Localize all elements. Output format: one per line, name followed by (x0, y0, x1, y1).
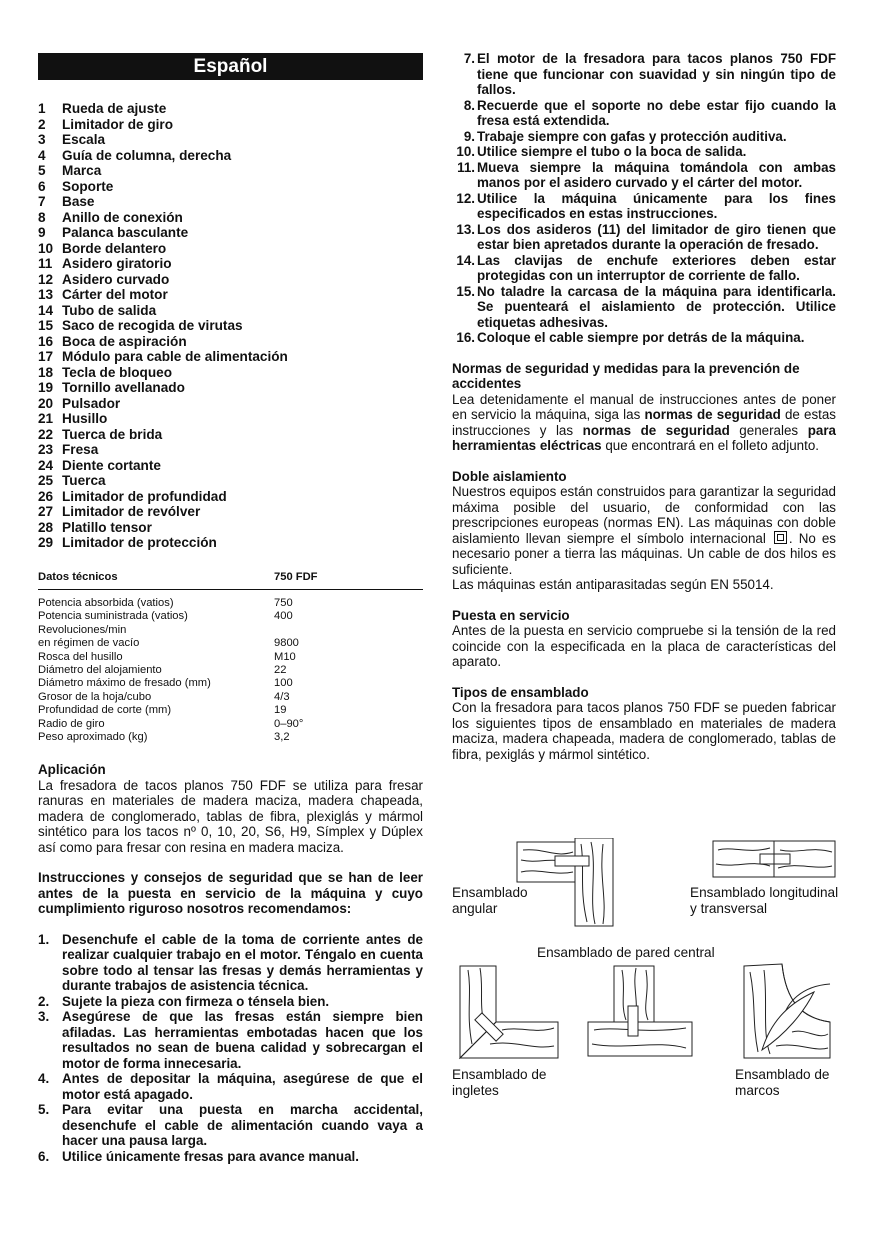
tech-key: Peso aproximado (kg) (38, 731, 148, 744)
part-number: 20 (38, 395, 54, 411)
safety-item-text: Coloque el cable siempre por detrás de la máquina. (477, 330, 805, 345)
part-number: 25 (38, 473, 54, 488)
part-number: 16 (38, 333, 54, 349)
part-number: 3 (38, 132, 46, 147)
tech-key: Profundidad de corte (mm) (38, 704, 172, 717)
part-number: 5 (38, 163, 46, 178)
part-label: Guía de columna, derecha (62, 147, 232, 163)
part-number: 2 (38, 116, 46, 132)
part-number: 10 (38, 240, 54, 256)
safety-item-text: No taladre la carcasa de la máquina para identificarla. Se puenteará el aislamiento de protección. Utilice etiquetas adhesivas. (477, 283, 836, 330)
safety-item-number: 16. (456, 330, 475, 345)
safety-item-number: 11. (457, 159, 475, 175)
part-number: 26 (38, 488, 54, 504)
tech-key: Revoluciones/min (38, 623, 127, 636)
part-item (38, 117, 423, 133)
safety-item-text: Utilice siempre el tubo o la boca de salida. (477, 144, 747, 159)
tech-title: Datos técnicos (38, 571, 118, 583)
safety-item (38, 1149, 423, 1165)
part-item (38, 163, 423, 179)
part-label: Limitador de giro (62, 116, 174, 132)
tech-row (38, 704, 423, 717)
tech-row (38, 677, 423, 690)
part-item (38, 520, 423, 536)
part-item (38, 473, 423, 489)
safety-item-number: 12. (456, 190, 475, 206)
part-item (38, 287, 423, 303)
safety-item-text: Los dos asideros (11) del limitador de giro tienen que estar bien apretados durante la operación de fresado. (477, 221, 836, 252)
tech-key: Diámetro máximo de fresado (mm) (38, 677, 211, 690)
tech-row (38, 637, 423, 650)
label-angular: Ensamblado angular (452, 885, 528, 916)
part-item (38, 365, 423, 381)
tech-key: Diámetro del alojamiento (38, 664, 162, 677)
tech-value: 3,2 (274, 731, 290, 744)
safety-item-text: Mueva siempre la máquina tomándola con ambas manos por el asidero curvado y el cárter del motor. (477, 159, 836, 190)
puesta-title: Puesta en servicio (452, 607, 570, 623)
part-number: 27 (38, 504, 54, 519)
safety-item-number: 3. (38, 1009, 50, 1024)
label-marcos: Ensamblado de marcos (735, 1067, 830, 1098)
part-number: 7 (38, 194, 46, 209)
part-label: Saco de recogida de virutas (62, 318, 243, 333)
section-title: Español (38, 53, 423, 80)
puesta-text: Antes de la puesta en servicio compruebe si la tensión de la red coincide con la especificada en la placa de características del aparato. (452, 623, 836, 669)
diagram-marcos (742, 962, 832, 1060)
part-item (38, 504, 423, 520)
part-item (38, 241, 423, 257)
safety-item-number: 4. (38, 1071, 50, 1086)
safety-item-text: Desenchufe el cable de la toma de corriente antes de realizar cualquier trabajo en el motor. Téngalo en cuenta sobre todo al tensar las fresas y demás herramientas y durante trabajos de asistencia técnica. (62, 931, 423, 993)
tech-value: M10 (274, 650, 296, 663)
part-label: Limitador de revólver (62, 504, 201, 519)
label-longitudinal: Ensamblado longitudinal y transversal (690, 885, 839, 916)
aplicacion-text: La fresadora de tacos planos 750 FDF se utiliza para fresar ranuras en materiales de madera maciza, madera chapeada, madera de conglomerado, tablas de fibra, plexiglás y mármol sintético para los tacos nº 0, 10, 20, S6, H9, Símplex y Dúplex así como para fresar con resina en madera maciza. (38, 777, 423, 855)
part-label: Pulsador (62, 395, 121, 411)
tech-row (38, 731, 423, 744)
part-number: 11 (38, 256, 53, 271)
safety-item-number: 15. (456, 283, 475, 299)
safety-item-text: Asegúrese de que las fresas están siempre bien afiladas. Las herramientas embotadas hacen que los resultados no sean de buena calidad y sobrecargan el motor de forma innecesaria. (62, 1009, 423, 1071)
part-number: 18 (38, 364, 54, 380)
safety-item (452, 160, 836, 191)
part-item (38, 396, 423, 412)
part-item (38, 210, 423, 226)
part-label: Escala (62, 132, 106, 147)
tech-row (38, 664, 423, 677)
part-label: Platillo tensor (62, 519, 152, 535)
part-label: Tuerca de brida (62, 426, 163, 442)
safety-item (38, 1102, 423, 1149)
part-item (38, 380, 423, 396)
part-label: Marca (62, 163, 102, 178)
safety-item-number: 8. (463, 97, 475, 113)
safety-item-text: Recuerde que el soporte no debe estar fijo cuando la fresa está extendida. (477, 97, 836, 128)
tech-value: 400 (274, 610, 293, 623)
safety-item (452, 98, 836, 129)
part-label: Palanca basculante (62, 225, 189, 240)
part-label: Anillo de conexión (62, 209, 183, 225)
part-item (38, 303, 423, 319)
part-item (38, 411, 423, 427)
safety-item-text: Las clavijas de enchufe exteriores deben estar protegidas con un interruptor de corriente de fallo. (477, 252, 836, 283)
part-number: 19 (38, 380, 54, 395)
part-item (38, 225, 423, 241)
tech-key: Potencia suministrada (vatios) (38, 610, 188, 623)
part-label: Borde delantero (62, 240, 167, 256)
safety-item-text: Antes de depositar la máquina, asegúrese de que el motor está apagado. (62, 1071, 423, 1102)
part-number: 8 (38, 209, 46, 225)
safety-item-number: 1. (38, 931, 50, 947)
part-item (38, 132, 423, 148)
part-item (38, 349, 423, 365)
tech-key: Rosca del husillo (38, 650, 123, 663)
safety-item-number: 2. (38, 993, 50, 1009)
part-number: 29 (38, 535, 54, 550)
part-item (38, 179, 423, 195)
diagram-pared (586, 964, 694, 1060)
safety-item (38, 1009, 423, 1071)
tech-row (38, 651, 423, 664)
part-item (38, 194, 423, 210)
part-label: Tornillo avellanado (62, 380, 185, 395)
safety-list-left (38, 932, 423, 1165)
tech-value: 19 (274, 704, 287, 717)
part-item (38, 101, 423, 117)
safety-item-number: 6. (38, 1148, 50, 1164)
instrucciones-title: Instrucciones y consejos de seguridad que se han de leer antes de la puesta en servicio de la máquina y cuyo cumplimiento riguroso nosotros recomendamos: (38, 870, 423, 916)
label-pared: Ensamblado de pared central (537, 945, 715, 960)
safety-item (452, 330, 836, 346)
tech-value: 100 (274, 677, 293, 690)
part-item (38, 442, 423, 458)
safety-item (452, 51, 836, 98)
safety-item (38, 994, 423, 1010)
doble-text-2: Las máquinas están antiparasitadas según EN 55014. (452, 577, 774, 592)
part-label: Soporte (62, 178, 114, 194)
tech-value: 0–90° (274, 717, 304, 730)
part-label: Asidero giratorio (62, 256, 172, 271)
safety-item (452, 222, 836, 253)
part-number: 24 (38, 457, 54, 473)
part-number: 12 (38, 271, 54, 287)
safety-item-text: Trabaje siempre con gafas y protección auditiva. (477, 128, 787, 144)
tech-value: 9800 (274, 637, 299, 650)
safety-item (452, 129, 836, 145)
tech-value: 22 (274, 664, 287, 677)
part-item (38, 427, 423, 443)
part-number: 23 (38, 442, 54, 457)
part-item (38, 535, 423, 551)
part-number: 1 (38, 101, 46, 116)
part-number: 22 (38, 426, 54, 442)
safety-item-number: 10. (456, 144, 475, 159)
double-insulation-icon (774, 531, 787, 544)
safety-item-text: El motor de la fresadora para tacos planos 750 FDF tiene que funcionar con suavidad y sin ningún tipo de fallos. (477, 51, 836, 97)
part-item (38, 489, 423, 505)
part-label: Rueda de ajuste (62, 101, 167, 116)
diagram-longitudinal (712, 840, 836, 880)
normas-text: Lea detenidamente el manual de instrucciones antes de poner en servicio la máquina, siga las normas de seguridad de estas instrucciones y las normas de seguridad generales para herramientas eléctricas que encontrará en el folleto adjunto. (452, 391, 837, 453)
safety-item-number: 7. (463, 51, 475, 66)
part-item (38, 148, 423, 164)
part-number: 9 (38, 225, 46, 240)
tech-model: 750 FDF (274, 571, 318, 583)
doble-title: Doble aislamiento (452, 468, 567, 484)
part-number: 15 (38, 318, 54, 333)
part-label: Base (62, 194, 95, 209)
tech-data-table (38, 571, 423, 744)
part-number: 28 (38, 519, 54, 535)
part-number: 6 (38, 178, 46, 194)
part-item (38, 272, 423, 288)
safety-item-number: 14. (456, 252, 475, 268)
safety-item-text: Utilice la máquina únicamente para los fines especificados en estas instrucciones. (477, 190, 836, 221)
part-item (38, 318, 423, 334)
part-number: 13 (38, 287, 54, 302)
tech-row (38, 597, 423, 610)
part-label: Boca de aspiración (62, 333, 187, 349)
safety-list-right (452, 51, 836, 346)
safety-item (452, 144, 836, 160)
part-label: Fresa (62, 442, 99, 457)
safety-item (38, 1071, 423, 1102)
safety-item-text: Sujete la pieza con firmeza o ténsela bien. (62, 993, 330, 1009)
tech-value: 750 (274, 597, 293, 609)
part-number: 17 (38, 349, 54, 364)
parts-list (38, 101, 423, 551)
tech-key: Potencia absorbida (vatios) (38, 597, 174, 609)
part-label: Cárter del motor (62, 287, 168, 302)
tech-value: 4/3 (274, 690, 290, 703)
tech-row (38, 610, 423, 623)
part-label: Diente cortante (62, 457, 161, 473)
diagram-ingletes (456, 964, 560, 1060)
tipos-title: Tipos de ensamblado (452, 684, 589, 700)
safety-item (452, 284, 836, 331)
part-label: Limitador de profundidad (62, 488, 227, 504)
part-label: Limitador de protección (62, 535, 217, 550)
normas-title: Normas de seguridad y medidas para la prevención de accidentes (452, 360, 800, 391)
part-item (38, 256, 423, 272)
part-label: Módulo para cable de alimentación (62, 349, 288, 364)
part-number: 4 (38, 147, 46, 163)
part-item (38, 334, 423, 350)
tech-row (38, 691, 423, 704)
part-label: Husillo (62, 411, 108, 426)
safety-item (452, 253, 836, 284)
doble-text: Nuestros equipos están construidos para garantizar la seguridad máxima posible del usuario, de conformidad con las prescripciones europeas (normas EN). Las máquinas con doble aislamiento llevan siempre el símbolo internacional . No es necesario poner a tierra las máquinas. Un cable de dos hilos es suficiente. (452, 484, 837, 577)
safety-item-number: 5. (38, 1102, 50, 1117)
part-label: Asidero curvado (62, 271, 170, 287)
tipos-text: Con la fresadora para tacos planos 750 FDF se pueden fabricar los siguientes tipos de ensamblado en materiales de madera maciza, madera chapeada, madera de conglomerado, tablas de fibra, pexiglás y mármol sintético. (452, 700, 836, 762)
aplicacion-title: Aplicación (38, 762, 106, 777)
tech-row (38, 718, 423, 731)
part-item (38, 458, 423, 474)
part-label: Tuerca (62, 473, 106, 488)
safety-item (452, 191, 836, 222)
part-number: 14 (38, 302, 54, 318)
tech-key: Grosor de la hoja/cubo (38, 690, 152, 703)
label-ingletes: Ensamblado de ingletes (452, 1067, 547, 1098)
safety-item (38, 932, 423, 994)
tech-key: Radio de giro (38, 717, 105, 730)
part-label: Tecla de bloqueo (62, 364, 173, 380)
part-number: 21 (38, 411, 54, 426)
part-label: Tubo de salida (62, 302, 157, 318)
tech-key: en régimen de vacío (38, 637, 140, 650)
safety-item-text: Utilice únicamente fresas para avance manual. (62, 1148, 359, 1164)
safety-item-text: Para evitar una puesta en marcha accidental, desenchufe el cable de alimentación cuando vaya a hacer una pausa larga. (62, 1102, 423, 1148)
safety-item-number: 13. (456, 221, 475, 237)
tech-row (38, 624, 423, 637)
safety-item-number: 9. (463, 128, 475, 144)
